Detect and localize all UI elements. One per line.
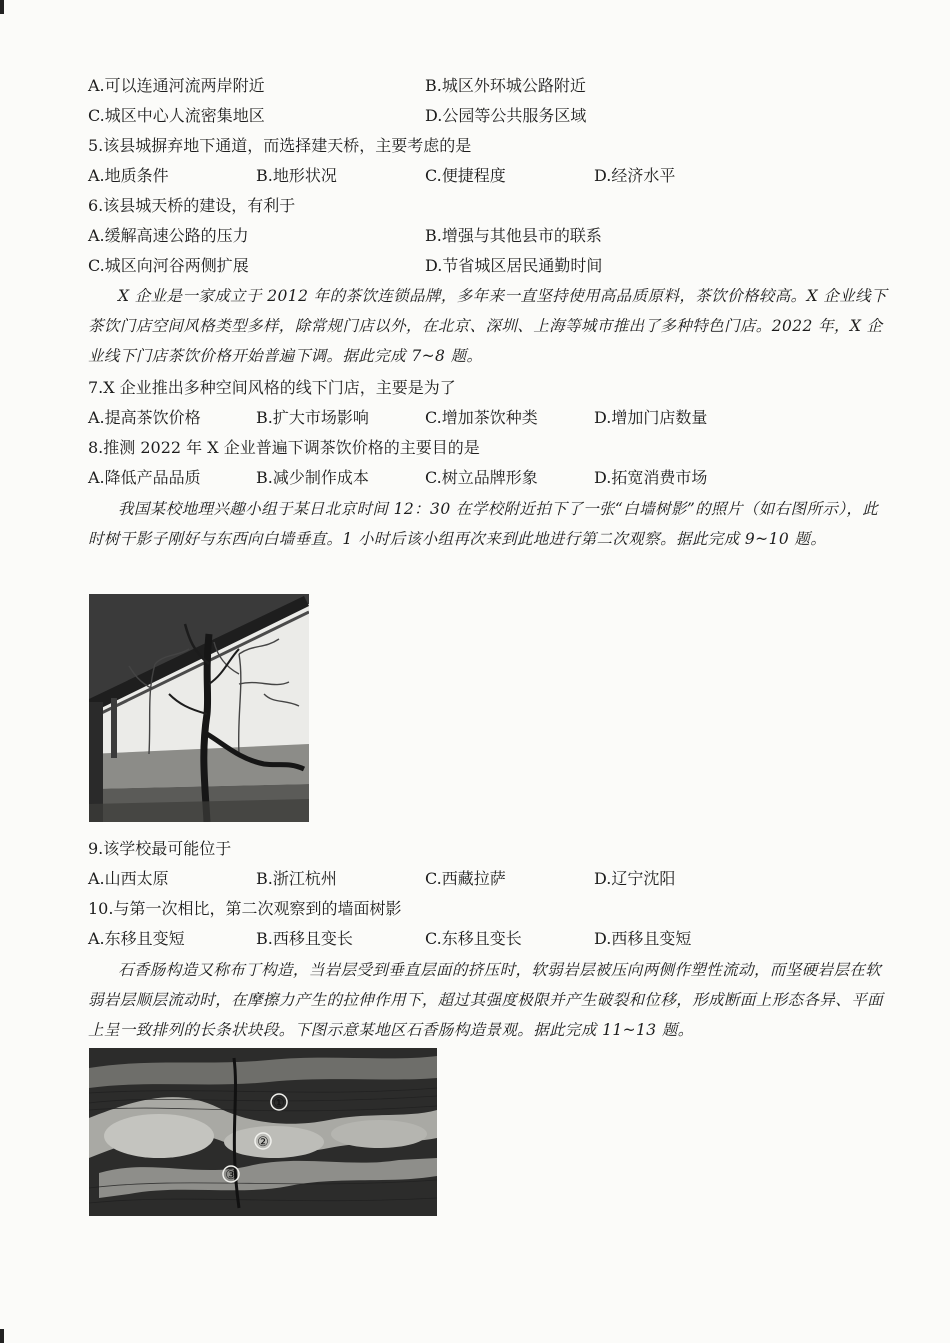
passage-tea xyxy=(88,281,888,371)
option-b: B.西移且变长 xyxy=(256,929,353,948)
q10-stem: 10.与第一次相比，第二次观察到的墙面树影 xyxy=(88,899,402,918)
passage-shadow xyxy=(88,494,888,554)
q5-stem: 5.该县城摒弃地下通道，而选择建天桥，主要考虑的是 xyxy=(88,136,472,155)
label-3: ③ xyxy=(225,1168,237,1183)
option-c: C.城区中心人流密集地区 xyxy=(88,106,265,125)
scan-mark xyxy=(0,1329,4,1343)
q8-stem: 8.推测 2022 年 X 企业普遍下调茶饮价格的主要目的是 xyxy=(88,438,480,457)
option-c: C.增加茶饮种类 xyxy=(425,408,538,427)
option-a: A.山西太原 xyxy=(88,869,169,888)
option-a: A.缓解高速公路的压力 xyxy=(88,226,249,245)
option-b: B.地形状况 xyxy=(256,166,337,185)
scan-mark xyxy=(0,0,4,14)
boudinage-structure-photo xyxy=(89,1048,437,1216)
option-a: A.可以连通河流两岸附近 xyxy=(88,76,265,95)
option-d: D.增加门店数量 xyxy=(594,408,708,427)
option-d: D.节省城区居民通勤时间 xyxy=(425,256,603,275)
option-d: D.辽宁沈阳 xyxy=(594,869,676,888)
option-d: D.经济水平 xyxy=(594,166,676,185)
passage-text: 石香肠构造又称布丁构造，当岩层受到垂直层面的挤压时，软弱岩层被压向两侧作塑性流动，而坚硬岩层在软弱岩层顺层流动时，在摩擦力产生的拉伸作用下，超过其强度极限并产生破裂和位移，形成断面上形态各异、平面上呈一致排列的长条状块段。下图示意某地区石香肠构造景观。据此完成 11~13 题。 xyxy=(88,961,884,1039)
option-b: B.浙江杭州 xyxy=(256,869,337,888)
q7-stem: 7.X 企业推出多种空间风格的线下门店，主要是为了 xyxy=(88,378,456,397)
passage-text: 我国某校地理兴趣小组于某日北京时间 12：30 在学校附近拍下了一张“白墙树影”的照片（如右图所示），此时树干影子刚好与东西向白墙垂直。1 小时后该小组再次来到此地进行第二次观察。据此完成 9~10 题。 xyxy=(88,500,879,548)
q6-stem: 6.该县城天桥的建设，有利于 xyxy=(88,196,296,215)
q9-stem: 9.该学校最可能位于 xyxy=(88,839,232,858)
option-d: D.西移且变短 xyxy=(594,929,692,948)
option-c: C.便捷程度 xyxy=(425,166,506,185)
option-a: A.降低产品品质 xyxy=(88,468,201,487)
passage-boudinage xyxy=(88,955,888,1045)
option-d: D.拓宽消费市场 xyxy=(594,468,708,487)
option-b: B.增强与其他县市的联系 xyxy=(425,226,602,245)
option-a: A.地质条件 xyxy=(88,166,169,185)
option-d: D.公园等公共服务区域 xyxy=(425,106,587,125)
option-b: B.城区外环城公路附近 xyxy=(425,76,586,95)
option-c: C.西藏拉萨 xyxy=(425,869,506,888)
option-a: A.东移且变短 xyxy=(88,929,185,948)
option-a: A.提高茶饮价格 xyxy=(88,408,201,427)
label-2: ② xyxy=(257,1135,269,1150)
white-wall-tree-shadow-photo xyxy=(89,594,309,822)
label-1: ① xyxy=(273,1096,285,1111)
option-b: B.扩大市场影响 xyxy=(256,408,369,427)
passage-text: X 企业是一家成立于 2012 年的茶饮连锁品牌，多年来一直坚持使用高品质原料，茶饮价格较高。X 企业线下茶饮门店空间风格类型多样，除常规门店以外，在北京、深圳、上海等城市推出了多种特色门店。2022 年，X 企业线下门店茶饮价格开始普遍下调。据此完成 7~8 题。 xyxy=(88,287,887,365)
option-c: C.树立品牌形象 xyxy=(425,468,538,487)
option-b: B.减少制作成本 xyxy=(256,468,369,487)
option-c: C.东移且变长 xyxy=(425,929,522,948)
option-c: C.城区向河谷两侧扩展 xyxy=(88,256,249,275)
